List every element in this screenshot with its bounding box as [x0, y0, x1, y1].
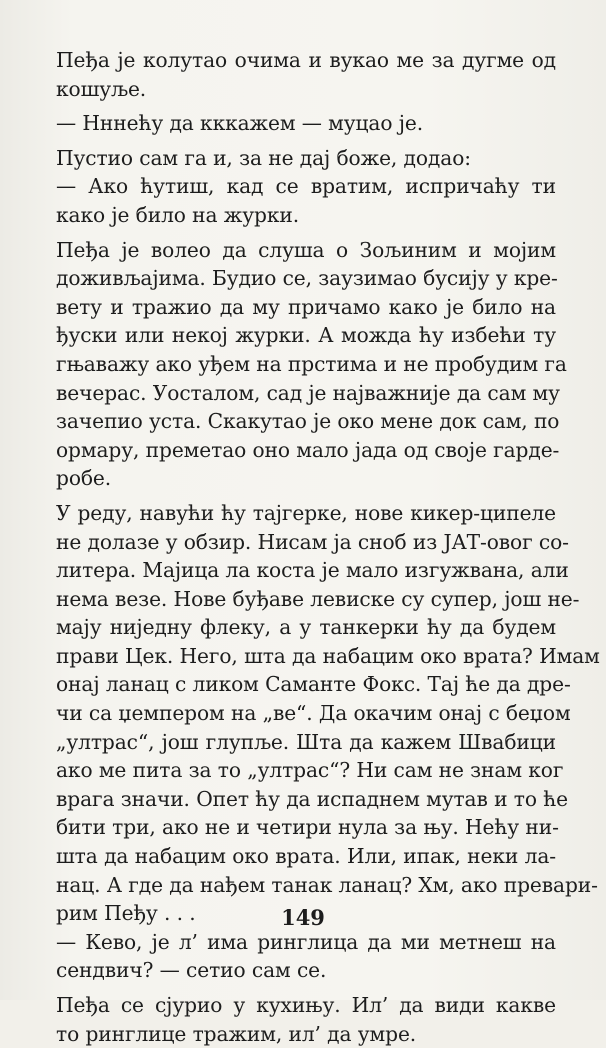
text-line: „ултрас“, још глупље. Шта да кажем Швабици: [56, 729, 556, 754]
text-line: Пеђа је колутао очима и вукао ме за дугме од: [56, 48, 556, 72]
text-line: нац. А где да нађем танак ланац? Хм, ако превари-: [56, 872, 598, 897]
text-line: Пеђа се сјурио у кухињу. Ил’ да види какве: [56, 993, 556, 1017]
text-line: вету и тражио да му причамо како је било на: [56, 294, 556, 319]
text-line: Пустио сам га и, за не дај боже, додао:: [56, 145, 471, 170]
text-line: вечерас. Уосталом, сад је најважније да сам му: [56, 380, 560, 405]
text-line: врага значи. Опет ћу да испаднем мутав и то ће: [56, 786, 568, 811]
text-line: ђуски или некој журки. А можда ћу избећи ту: [56, 323, 556, 348]
text-line: — Ако ћутиш, кад се вратим, испричаћу ти: [56, 174, 556, 199]
text-line: сендвич? — сетио сам се.: [56, 958, 327, 983]
page-number: 149: [281, 905, 325, 930]
text-line: то ринглице тражим, ил’ да умре.: [56, 1021, 417, 1046]
text-line: ако ме пита за то „ултрас“? Ни сам не знам ког: [56, 758, 564, 783]
text-line: — Кево, је л’ има ринглица да ми метнеш на: [56, 929, 556, 954]
text-line: ормару, преметао оно мало јада од своје гарде-: [56, 437, 560, 462]
text-line: бити три, ако не и четири нула за њу. Нећу ни-: [56, 815, 559, 840]
text-line: робе.: [56, 466, 112, 491]
text-line: зачепио уста. Скакутао је око мене док сам, по: [56, 409, 560, 434]
body-text: [56, 46, 600, 1048]
text-line: — Нннећу да кккажем — муцао је.: [56, 111, 424, 136]
text-line: Пеђа је волео да слуша о Зољиним и мојим: [56, 237, 556, 262]
text-line: чи са џемпером на „ве“. Да окачим онај с беџом: [56, 701, 571, 726]
text-line: нема везе. Нове буђаве левиске су супер, још не-: [56, 586, 580, 611]
text-line: како је било на журки.: [56, 202, 300, 227]
text-line: не долазе у обзир. Нисам ја сноб из ЈАТ-овог со-: [56, 529, 569, 554]
text-line: У реду, навући ћу тајгерке, нове кикер-ципеле: [56, 500, 556, 525]
text-line: гњаважу ако уђем на прстима и не пробудим га: [56, 351, 567, 376]
text-line: шта да набацим око врата. Или, ипак, неки ла-: [56, 844, 556, 869]
text-line: кошуље.: [56, 76, 147, 101]
text-line: прави Цек. Него, шта да набацим око врата? Имам: [56, 643, 600, 668]
text-line: мају ниједну флеку, а у танкерки ћу да будем: [56, 615, 556, 640]
text-line: доживљајима. Будио се, заузимао бусију у кре-: [56, 266, 558, 291]
text-line: онај ланац с ликом Саманте Фокс. Тај ће да дре-: [56, 672, 571, 697]
text-line: рим Пеђу . . .: [56, 901, 196, 926]
text-line: литера. Мајица ла коста је мало изгужвана, али: [56, 558, 569, 583]
